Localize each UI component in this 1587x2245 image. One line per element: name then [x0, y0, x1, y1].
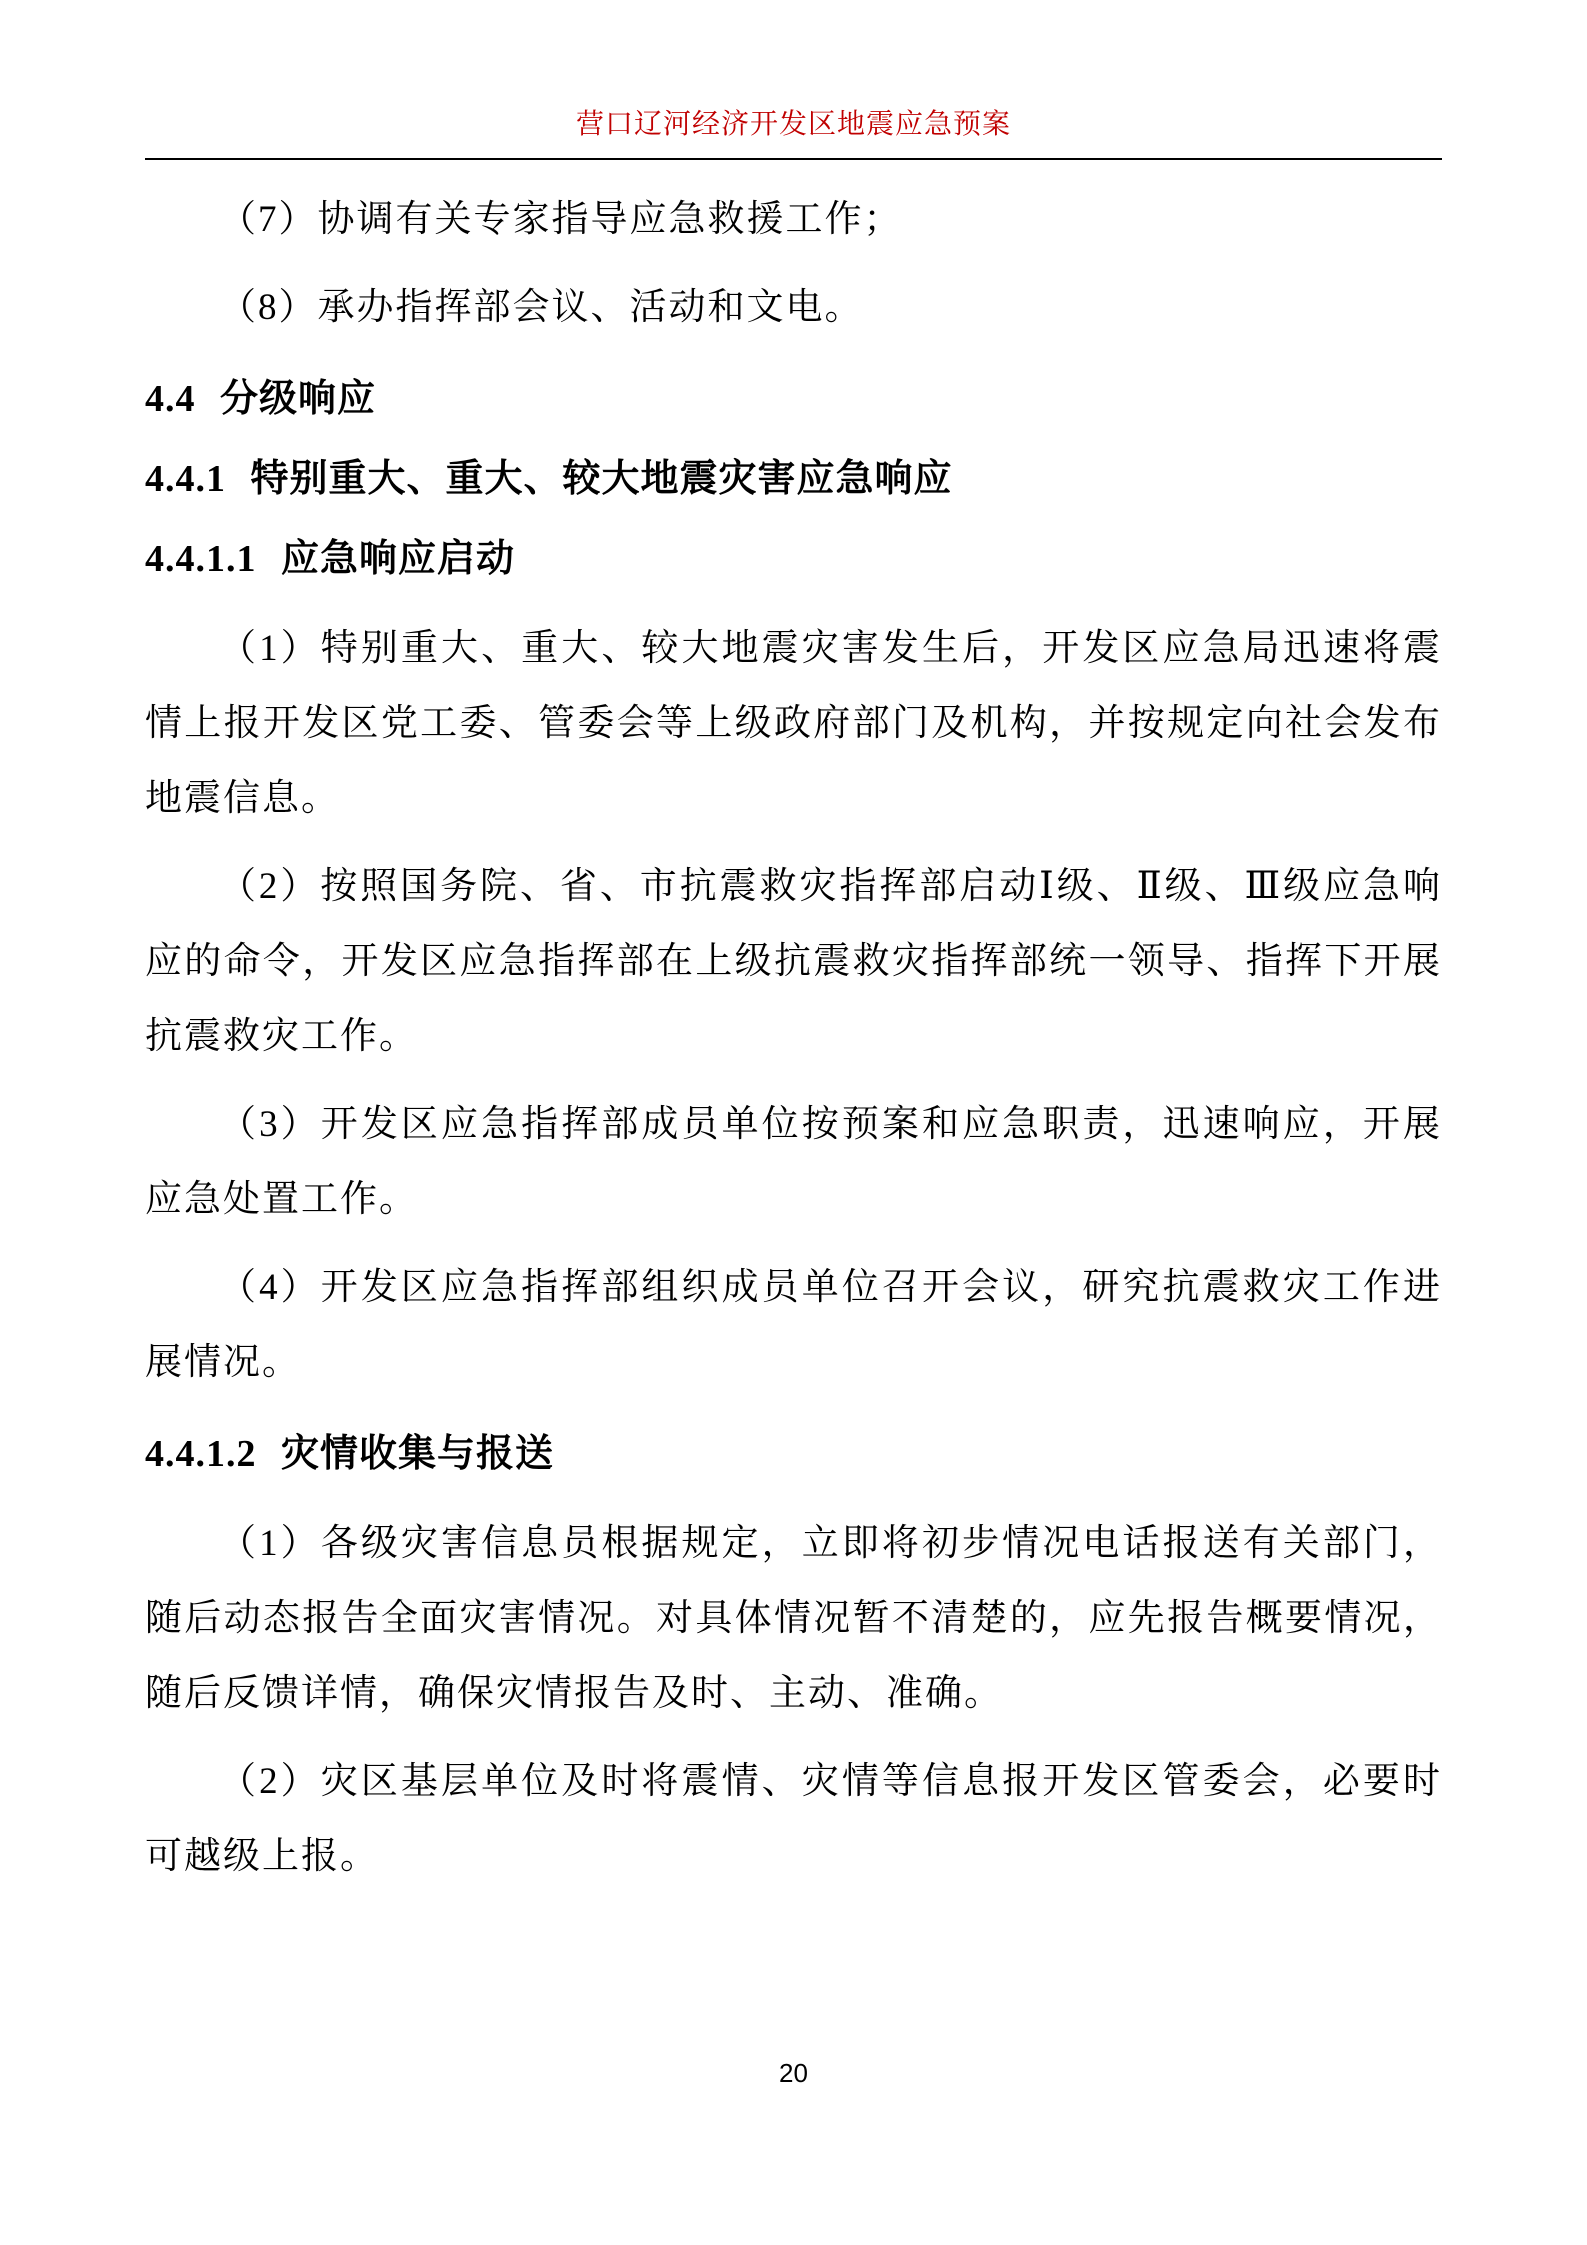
heading-label: 灾情收集与报送: [281, 1433, 555, 1475]
section-heading-4-4-1: [145, 453, 1442, 505]
heading-number: 4.4.1.2: [145, 1433, 257, 1475]
paragraph-response-start-1: （1）特别重大、重大、较大地震灾害发生后，开发区应急局迅速将震情上报开发区党工委、管委会等上级政府部门及机构，并按规定向社会发布地震信息。: [145, 628, 1442, 819]
page-header: [0, 0, 1587, 160]
heading-number: 4.4: [145, 378, 196, 420]
page-number: 20: [779, 2058, 808, 2088]
paragraph-response-start-4: （4）开发区应急指挥部组织成员单位召开会议，研究抗震救灾工作进展情况。: [145, 1267, 1442, 1383]
heading-label: 应急响应启动: [281, 538, 516, 580]
section-heading-4-4-1-2: [145, 1428, 1442, 1480]
document-body: [0, 160, 1587, 1894]
paragraph-response-start-2: （2）按照国务院、省、市抗震救灾指挥部启动Ⅰ级、Ⅱ级、Ⅲ级应急响应的命令，开发区应急指挥部在上级抗震救灾指挥部统一领导、指挥下开展抗震救灾工作。: [145, 866, 1442, 1057]
paragraph-disaster-report-2: （2）灾区基层单位及时将震情、灾情等信息报开发区管委会，必要时可越级上报。: [145, 1761, 1442, 1877]
heading-number: 4.4.1: [145, 458, 226, 500]
list-item-8: （8）承办指挥部会议、活动和文电。: [219, 287, 864, 328]
heading-label: 分级响应: [220, 378, 377, 420]
heading-label: 特别重大、重大、较大地震灾害应急响应: [250, 458, 953, 500]
heading-number: 4.4.1.1: [145, 538, 257, 580]
section-heading-4-4: [145, 373, 1442, 425]
paragraph-disaster-report-1: （1）各级灾害信息员根据规定，立即将初步情况电话报送有关部门，随后动态报告全面灾害情况。对具体情况暂不清楚的，应先报告概要情况，随后反馈详情，确保灾情报告及时、主动、准确。: [145, 1523, 1442, 1714]
page-footer: [0, 2058, 1587, 2089]
paragraph-response-start-3: （3）开发区应急指挥部成员单位按预案和应急职责，迅速响应，开展应急处置工作。: [145, 1104, 1442, 1220]
running-header-title: 营口辽河经济开发区地震应急预案: [575, 109, 1011, 140]
section-heading-4-4-1-1: [145, 533, 1442, 585]
list-item-7: （7）协调有关专家指导应急救援工作；: [219, 199, 903, 240]
